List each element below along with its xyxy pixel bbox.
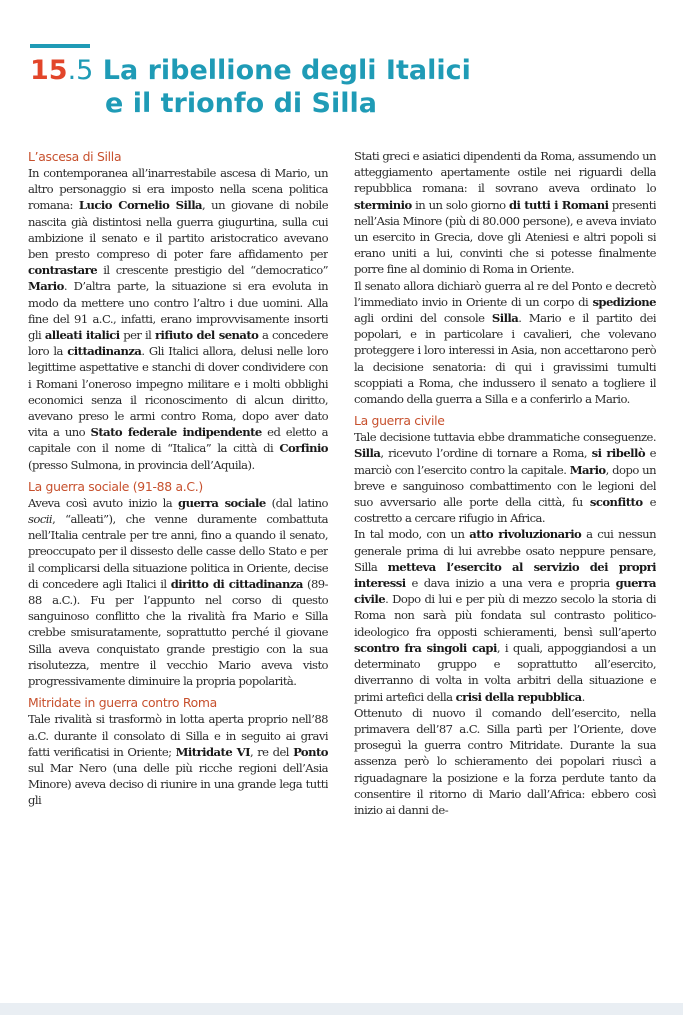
paragraph-stati-greci: Stati greci e asiatici dipendenti da Roma, assumendo un atteggiamento apertamente ostile nei riguardi della repubblica romana: il sovrano aveva ordinato lo sterminio in un solo giorno di tutti i Romani presenti nell’Asia Minore (più di 80.000 persone), e aveva inviato un esercito in Grecia, dove gli Ateniesi e altri popoli si erano uniti a lui, convinti che si potesse finalmente porre fine al dominio di Roma in Oriente. <box>354 149 656 277</box>
heading-guerra-civile: La guerra civile <box>354 413 445 429</box>
title-line-2: e il trionfo di Silla <box>105 88 377 119</box>
heading-guerra-sociale: La guerra sociale (91-88 a.C.) <box>28 478 203 494</box>
right-column <box>354 148 656 988</box>
paragraph-mitridate: Tale rivalità si trasformò in lotta aperta proprio nell’88 a.C. durante il consolato di Silla e in seguito ai gravi fatti verificatisi in Oriente; Mitridate VI, re del Ponto sul Mar Nero (una delle più ricche regioni dell’Asia Minore) aveva deciso di riunire in una grande lega tutti gli <box>28 712 328 808</box>
page-bottom-strip <box>0 1003 683 1015</box>
paragraph-atto-rivoluzionario: In tal modo, con un atto rivoluzionario a cui nessun generale prima di lui avrebbe osato neppure pensare, Silla metteva l’esercito al servizio dei propri interessi e dava inizio a una vera e propria guerra civile. Dopo di lui e per più di mezzo secolo la storia di Roma non sarà più fondata sul contrasto politico-ideologico fra opposti schieramenti, bensì sull’aperto scontro fra singoli capi, i quali, appoggiandosi a un determinato gruppo e soprattutto all’esercito, diverranno di volta in volta arbitri della situazione e primi artefici della crisi della repubblica. <box>354 527 656 704</box>
left-column <box>28 148 328 988</box>
paragraph-ottenuto-comando: Ottenuto di nuovo il comando dell’esercito, nella primavera dell’87 a.C. Silla partì per l’Oriente, dove proseguì la guerra contro Mitridate. Durante la sua assenza però lo schieramento dei popolari riuscì a riguadagnare la posizione e la forza perdute tanto da consentire il ritorno di Mario dall’Africa: ebbero così inizio ai danni de- <box>354 705 656 817</box>
paragraph-ascesa: In contemporanea all’inarrestabile ascesa di Mario, un altro personaggio si era imposto nella scena politica romana: Lucio Cornelio Silla, un giovane di nobile nascita già distintosi nella guerra giugurtina, sulla cui ambizione il senato e il partito aristocratico avevano ben presto compreso di poter fare affidamento per contrastare il crescente prestigio del “democratico” Mario. D’altra parte, la situazione si era evoluta in modo da mettere uno contro l’altro i due uomini. Alla fine del 91 a.C., infatti, erano improvvisamente insorti gli alleati italici per il rifiuto del senato a concedere loro la cittadinanza. Gli Italici allora, delusi nelle loro legittime aspettative e stanchi di dover condividere con i Romani l’oneroso impegno militare e i molti obblighi economici senza il riconoscimento di alcun diritto, avevano preso le armi contro Roma, dopo aver dato vita a uno Stato federale indipendente ed eletto a capitale con il nome di “Italica” la città di Corfinio (presso Sulmona, in provincia dell’Aquila). <box>28 166 328 472</box>
paragraph-guerra-civile: Tale decisione tuttavia ebbe drammatiche conseguenze. Silla, ricevuto l’ordine di tornare a Roma, si ribellò e marciò con l’esercito contro la capitale. Mario, dopo un breve e sanguinoso combattimento con le legioni del suo avversario alle porte della città, fu sconfitto e costretto a cercare rifugio in Africa. <box>354 430 656 526</box>
chapter-title <box>30 54 650 120</box>
section-number: 15.5 <box>30 55 94 86</box>
heading-mitridate: Mitridate in guerra contro Roma <box>28 695 217 711</box>
paragraph-senato-guerra: Il senato allora dichiarò guerra al re del Ponto e decretò l’immediato invio in Oriente di un corpo di spedizione agli ordini del console Silla. Mario e il partito dei popolari, e in particolare i cavalieri, che volevano proteggere i loro interessi in Asia, non accettarono però la decisione senatoria: di qui i gravissimi tumulti scoppiati a Roma, che indussero il senato a togliere il comando della guerra a Silla e a conferirlo a Mario. <box>354 278 656 407</box>
title-line-1: La ribellione degli Italici <box>102 55 471 86</box>
title-accent-rule <box>30 44 90 48</box>
paragraph-guerra-sociale: Aveva così avuto inizio la guerra sociale (dal latino socii, “alleati”), che venne duramente combattuta nell’Italia centrale per tre anni, fino a quando il senato, preoccupato per il dissesto delle casse dello Stato e per il complicarsi della situazione politica in Oriente, decise di concedere agli Italici il diritto di cittadinanza (89-88 a.C.). Fu per l’appunto nel corso di questo sanguinoso conflitto che la rivalità fra Mario e Silla crebbe smisuratamente, soprattutto perché il giovane Silla aveva conquistato grande prestigio con la sua risolutezza, mentre il vecchio Mario aveva visto progressivamente diminuire la propria popolarità. <box>28 495 328 689</box>
heading-ascesa-di-silla: L’ascesa di Silla <box>28 149 122 164</box>
